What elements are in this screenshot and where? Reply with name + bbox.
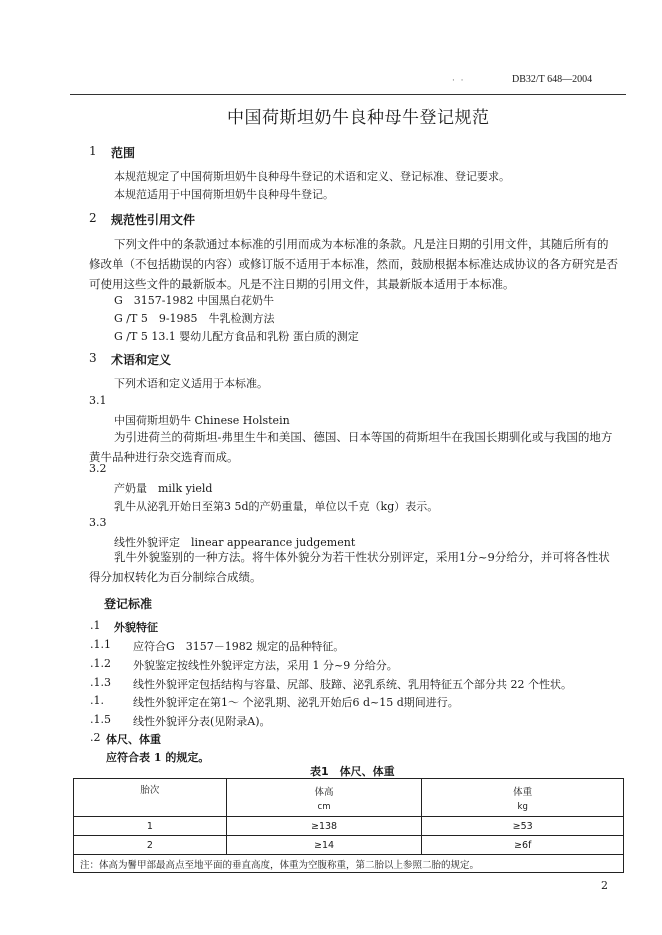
- clause-4-1-4-text: 线性外貌评定在第1～ 个泌乳期、泌乳开始后6 d~15 d期间进行。: [133, 696, 459, 709]
- term-3-2-definition: 乳牛从泌乳开始日至第3 5d的产奶重量，单位以千克（kg）表示。: [114, 500, 439, 513]
- section-3-intro: 下列术语和定义适用于本标准。: [114, 377, 268, 390]
- clause-4-1-number: .1: [90, 619, 101, 632]
- section-2-number: 2: [89, 211, 97, 225]
- section-2-title: 规范性引用文件: [111, 213, 196, 227]
- standard-code: DB32/T 648—2004: [512, 74, 593, 85]
- section-3-title: 术语和定义: [111, 353, 172, 367]
- table-header-row: [74, 779, 624, 817]
- table-header-height-label: 体高: [314, 786, 334, 798]
- table-row: [74, 817, 624, 836]
- clause-4-1-2-number: .1.2: [90, 657, 111, 670]
- header-rule: [70, 94, 626, 95]
- clause-4-2-title: 体尺、体重: [106, 733, 161, 746]
- clause-4-1-title: 外貌特征: [114, 621, 158, 634]
- term-3-1-number: 3.1: [89, 394, 107, 407]
- header-dots: · ·: [452, 76, 464, 86]
- section-1-para-2: 本规范适用于中国荷斯坦奶牛良种母牛登记。: [114, 188, 334, 201]
- clause-4-1-1-text: 应符合G 3157－1982 规定的品种特征。: [133, 640, 345, 653]
- clause-4-1-5-text: 线性外貌评分表(见附录A)。: [133, 715, 271, 728]
- section-1-para-1: 本规范规定了中国荷斯坦奶牛良种母牛登记的术语和定义、登记标准、登记要求。: [114, 170, 510, 183]
- clause-4-1-2-text: 外貌鉴定按线性外貌评定方法，采用 1 分~9 分给分。: [133, 659, 398, 672]
- clause-4-2-text: 应符合表 1 的规定。: [106, 751, 210, 764]
- clause-4-1-3-text: 线性外貌评定包括结构与容量、尻部、肢蹄、泌乳系统、乳用特征五个部分共 22 个性状。: [133, 678, 572, 691]
- term-3-3-definition: 乳牛外貌鉴别的一种方法。将牛体外貌分为若干性状分别评定，采用1分~9分给分，并可将各性状得分加权转化为百分制综合成绩。: [89, 550, 610, 584]
- table-cell-height: ≥14: [226, 836, 422, 855]
- section-3-number: 3: [89, 351, 97, 365]
- section-2-paragraph: 下列文件中的条款通过本标准的引用而成为本标准的条款。凡是注日期的引用文件，其随后所有的修改单（不包括勘误的内容）或修订版不适用于本标准，然而，鼓励根据本标准达成协议的各方研究是否可使用这些文件的最新版本。凡是不注日期的引用文件，其最新版本适用于本标准。: [89, 237, 618, 291]
- reference-2: G /T 5 9-1985 牛乳检测方法: [114, 312, 275, 325]
- table-header-parity: [74, 779, 227, 817]
- section-1-title: 范围: [111, 146, 136, 160]
- table-note: 注：体高为鬐甲部最高点至地平面的垂直高度，体重为空腹称重，第二胎以上参照二胎的规定。: [74, 855, 624, 873]
- section-1-number: 1: [89, 144, 97, 158]
- table-cell-weight: ≥6f: [422, 836, 624, 855]
- table-note-row: [74, 855, 624, 873]
- table-header-parity-label: 胎次: [140, 785, 160, 796]
- table-row: [74, 836, 624, 855]
- table-header-height-unit: cm: [317, 801, 331, 812]
- table-header-weight: [422, 779, 624, 817]
- reference-3: G /T 5 13.1 婴幼儿配方食品和乳粉 蛋白质的测定: [114, 330, 359, 343]
- term-3-2-number: 3.2: [89, 462, 107, 475]
- clause-4-2-number: .2: [90, 731, 101, 744]
- table-header-height: [226, 779, 422, 817]
- clause-4-1-1-number: .1.1: [90, 638, 111, 651]
- term-3-3-name: 线性外貌评定 linear appearance judgement: [114, 536, 356, 549]
- section-4-title: 登记标准: [104, 597, 153, 611]
- table-header-weight-label: 体重: [513, 786, 533, 798]
- table-cell-height: ≥138: [226, 817, 422, 836]
- term-3-3-number: 3.3: [89, 516, 107, 529]
- table-header-weight-unit: kg: [517, 801, 528, 812]
- document-title: 中国荷斯坦奶牛良种母牛登记规范: [227, 108, 490, 128]
- table-body-size-weight: [73, 778, 624, 873]
- term-3-1-name: 中国荷斯坦奶牛 Chinese Holstein: [114, 414, 290, 427]
- term-3-2-name: 产奶量 milk yield: [114, 482, 213, 495]
- table-caption: 表1 体尺、体重: [310, 765, 395, 778]
- clause-4-1-3-number: .1.3: [90, 676, 111, 689]
- page-number: 2: [601, 879, 608, 892]
- table-cell-weight: ≥53: [422, 817, 624, 836]
- clause-4-1-4-number: .1.: [90, 694, 104, 707]
- term-3-1-definition: 为引进荷兰的荷斯坦-弗里生牛和美国、德国、日本等国的荷斯坦牛在我国长期驯化或与我国的地方黄牛品种进行杂交选育而成。: [89, 430, 613, 464]
- table-cell-parity: 1: [74, 817, 227, 836]
- table-cell-parity: 2: [74, 836, 227, 855]
- reference-1: G 3157-1982 中国黑白花奶牛: [114, 294, 274, 307]
- clause-4-1-5-number: .1.5: [90, 713, 111, 726]
